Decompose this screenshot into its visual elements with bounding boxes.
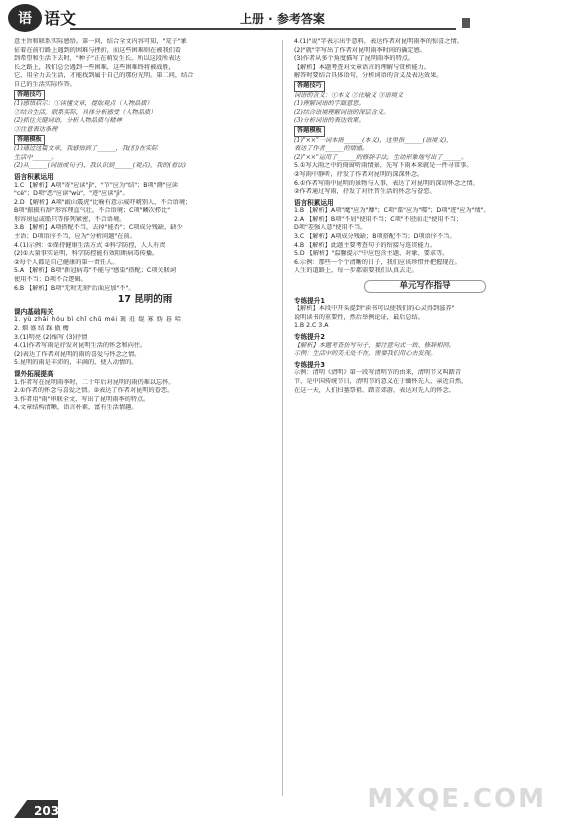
left-top-text bbox=[14, 38, 276, 90]
text-line: 解答时要结合具体语句，分析词语的含义及表达效果。 bbox=[294, 72, 443, 80]
text-line: 到希望和生活下去时，"种子"正在萌发生长。所以这段所表达 bbox=[14, 55, 181, 63]
left-column bbox=[14, 38, 276, 413]
section-heading-basic: 语言积累运用 bbox=[14, 172, 54, 181]
text-line: 表达了作者______的情感。 bbox=[294, 145, 369, 153]
practice-2-text bbox=[294, 342, 556, 359]
text-line: 6.B 【解析】B项"无时无刻"后面应加"不"。 bbox=[14, 284, 135, 292]
practice-heading-2: 专练提升2 bbox=[294, 333, 325, 341]
text-line: (2)表达了作者对昆明的雨的喜爱与怀念之情。 bbox=[14, 350, 141, 358]
left-tip-text bbox=[14, 100, 276, 134]
text-line: (2)①大量事实证明，科学防控能有效阻断病毒传播。 bbox=[14, 250, 159, 258]
text-line: 1.B 2.C 3.A bbox=[294, 322, 329, 330]
text-line: (1)"××"一词本指______(本义)，这里指______(语境义)， bbox=[294, 136, 453, 144]
right-answers-text bbox=[294, 162, 556, 196]
text-line: 4.文章结构清晰，语言朴素，富有生活情趣。 bbox=[14, 404, 138, 412]
section-heading-lesson: 课内基础闯关 bbox=[14, 307, 54, 316]
subject-name: 语文 bbox=[44, 9, 77, 28]
text-line: 5.D 【解析】"温馨提示"中应包含主题、对象、要求等。 bbox=[294, 250, 449, 258]
text-line: 意主旨和联系实际感悟。第一问，结合全文内容可知，"荒子"象 bbox=[14, 38, 187, 45]
watermark: MXQE.COM bbox=[367, 784, 546, 814]
text-line: 4.(1)作者写雨是抒发对昆明生活的怀念和向往。 bbox=[14, 342, 147, 350]
text-line: 它，用全力去生活，才能找到属于自己的那份光明。第二问，结合 bbox=[14, 72, 194, 80]
text-line: (2)"就"字写出了作者对昆明雨季时间的确定感。 bbox=[294, 46, 427, 54]
template-tag: 答题模板 bbox=[294, 126, 325, 137]
text-line: 5.A 【解析】B项"新冠病毒"不能与"感染"搭配；C项关联词 bbox=[14, 267, 176, 275]
text-line: ②结合生活，联系实际，具体分析感受（人物品质） bbox=[14, 108, 157, 116]
text-line: (3)分析词语的表达效果。 bbox=[294, 117, 365, 125]
practice-heading-1: 专练提升1 bbox=[294, 296, 325, 305]
tip-tag: 答题技巧 bbox=[294, 81, 325, 92]
text-line: 节，是中国传统节日，清明节的意义在于缅怀先人、亲近自然， bbox=[294, 377, 468, 385]
text-line: 【解析】本题考查对文章语言的理解与赏析能力。 bbox=[294, 63, 431, 71]
text-line: "cè"；D项"恶"应读"wù"，"迹"应读"jì"。 bbox=[14, 190, 129, 198]
text-line: 2.A 【解析】B项"不屑"使用不当；C项"不胫而走"使用不当； bbox=[294, 215, 463, 223]
text-line: 3.(1)明亮 (2)缩写 (3)抒情 bbox=[14, 333, 88, 341]
text-line: ②写雨中静听，抒发了作者对昆明的深深怀念。 bbox=[294, 170, 424, 178]
text-line: 主语；D项语序不当，应为"分析问题"在前。 bbox=[14, 233, 136, 241]
text-line: 3.作者用"雨"串联全文，写出了昆明雨季的特点。 bbox=[14, 395, 150, 403]
text-line: (1)感悟启示：①读懂文章，提取观点（人物品质） bbox=[14, 100, 153, 108]
text-line: 示例：生活中的美无处不在，需要我们用心去发现。 bbox=[294, 350, 437, 358]
left-basic-answers bbox=[14, 182, 276, 294]
extension-answers bbox=[14, 379, 276, 413]
text-line: 5.昆明的雨是丰沛的，丰满的，使人动情的。 bbox=[14, 359, 138, 367]
text-line: 2.D 【解析】A项"敲山震虎"比喻有意示威吓唬别人，不合语境； bbox=[14, 198, 192, 206]
template-tag: 答题模板 bbox=[14, 135, 45, 146]
right-template-heading bbox=[294, 126, 556, 137]
header-marker bbox=[462, 18, 470, 28]
logo-label: 语 bbox=[18, 11, 32, 27]
text-line: 长之路上，我们总会遇到一些困难，这些困难终将被战胜， bbox=[14, 63, 175, 71]
tip-tag: 答题技巧 bbox=[14, 90, 45, 101]
text-line: D项"差强人意"使用不当。 bbox=[294, 224, 367, 232]
page-number: 203 bbox=[34, 804, 60, 818]
text-line: 1.C 【解析】A项"寄"应读"jì"，"节"应为"结"；B项"测"应读 bbox=[14, 181, 178, 189]
text-line: (1)通过这篇文章，我感悟到了______，我(们)在实际 bbox=[14, 145, 158, 153]
text-line: (3)作者从多个角度描写了昆明雨季的特点。 bbox=[294, 55, 415, 63]
text-line: 1.作者写在昆明雨季时，二十年后对昆明的雨仍难以忘怀。 bbox=[14, 378, 175, 386]
text-line: 使用不当；D项不合逻辑。 bbox=[14, 276, 87, 284]
text-line: 4.(1)示例：①保持健康生活方式 ②科学防控，人人有责 bbox=[14, 241, 166, 249]
page-footer bbox=[0, 784, 566, 824]
text-line: 征着在前行路上遇到的困难与挫折，而这些困难则在被我们看 bbox=[14, 46, 182, 54]
right-template-text bbox=[294, 137, 556, 163]
text-line: 4.B 【解析】此题主要考查句子的衔接与连贯能力。 bbox=[294, 241, 437, 249]
text-line: 2.①作者的怀念与喜爱之情。②表达了作者对昆明的眷恋。 bbox=[14, 387, 174, 395]
text-line: 词语的含义：①本义 ②比喻义 ③语境义 bbox=[294, 91, 404, 99]
column-divider bbox=[282, 40, 283, 796]
page-title: 上册 · 参考答案 bbox=[240, 12, 325, 26]
text-line: 自己的生活实际作答。 bbox=[14, 80, 76, 88]
section-heading-basic: 语言积累运用 bbox=[294, 198, 334, 207]
left-tip-heading bbox=[14, 90, 276, 101]
practice-heading-3: 专练提升3 bbox=[294, 360, 325, 369]
right-top-text bbox=[294, 38, 556, 64]
left-template-text bbox=[14, 145, 276, 171]
text-line: ③注意表达条理 bbox=[14, 125, 58, 133]
text-line: 4.(1)"说"字表示出乎意料，表达作者对昆明雨季的惊喜之情。 bbox=[294, 38, 463, 45]
text-line: (2)结合语境理解词语的深层含义。 bbox=[294, 108, 390, 116]
text-line: (2)"××"运用了______的修辞手法，生动形象地写出了______。 bbox=[294, 153, 468, 161]
text-line: 【解析】本段中开头提到"读书可以使我们的心灵得到滋养" bbox=[294, 305, 455, 313]
page-header bbox=[0, 0, 566, 34]
text-line: 3.B 【解析】A项搭配不当，去掉"能否"；C项成分残缺，缺少 bbox=[14, 224, 183, 232]
text-line: 生活中______。 bbox=[14, 153, 58, 161]
practice-1-text bbox=[294, 305, 556, 331]
lesson-title: 17 昆明的雨 bbox=[117, 294, 173, 306]
text-line: ②作者通过写雨，抒发了对往昔生活的怀念与眷恋。 bbox=[294, 188, 436, 196]
writing-guide-title: 单元写作指导 bbox=[364, 280, 486, 293]
right-basic-answers bbox=[294, 207, 556, 276]
text-line: (1)理解词语的字面意思。 bbox=[294, 100, 365, 108]
text-line: 说明读书的重要性，然后举例论证，最后总结。 bbox=[294, 313, 424, 321]
left-template-heading bbox=[14, 135, 276, 146]
text-line: 人生的道路上，每一步都需要我们认真去走。 bbox=[294, 267, 418, 275]
right-analysis-text bbox=[294, 64, 556, 81]
header-rule bbox=[70, 28, 456, 30]
practice-3-text bbox=[294, 369, 556, 395]
text-line: 1.B 【解析】A项"麾"应为"靡"；C项"谍"应为"喋"；D项"迹"应为"绩"。 bbox=[294, 207, 490, 215]
text-line: 在这一天，人们扫墓祭祖、踏青郊游，表达对先人的怀念。 bbox=[294, 386, 455, 394]
right-tip-text bbox=[294, 92, 556, 126]
text-line: 【解析】本题考查仿写句子，要注意句式一致、修辞相同。 bbox=[294, 341, 455, 349]
right-column bbox=[294, 38, 556, 395]
text-line: (2)从______(词语或句子)，我认识到______(观点)，我的(看法) bbox=[14, 162, 186, 170]
subject-logo bbox=[8, 4, 42, 32]
text-line: ②每个人都是自己健康的第一责任人。 bbox=[14, 258, 119, 266]
right-tip-heading bbox=[294, 81, 556, 92]
text-line: 6.①作者写雨中昆明的景物与人事，表达了对昆明的深切怀念之情。 bbox=[294, 179, 479, 187]
text-line: 形容房屋或船只等排列紧密，不合语境。 bbox=[14, 215, 126, 223]
text-line: 示例：清明《清明》第一段写清明节的由来，清明节又叫踏青 bbox=[294, 369, 462, 377]
text-line: B项"振振有辞"形容理直气壮，不合语境；C项"鳞次栉比" bbox=[14, 207, 171, 215]
pinyin-line: 1. yù zhǎi hóu bì chǐ chǔ méi 篱 莊 绲 寡 妫 暮 哈 bbox=[14, 316, 182, 324]
text-line: 5.①写大雨之中的倚窗听雨情景，先写下雨本来就是一件寻常事。 bbox=[294, 162, 473, 170]
text-line: 6.示例：那些一个个清晰的日子，我们应该珍惜并把握现在。 bbox=[294, 258, 461, 266]
text-line: (2)抓住关键词语，分析人物品质与精神 bbox=[14, 117, 122, 125]
text-line: 3.C 【解析】A项成分残缺；B项搭配不当；D项语序不当。 bbox=[294, 233, 456, 241]
lesson-answers bbox=[14, 325, 276, 368]
text-line: 2. 烟 盛 结 踩 傲 檐 bbox=[14, 325, 69, 332]
section-heading-extension: 课外拓展提高 bbox=[14, 369, 54, 378]
